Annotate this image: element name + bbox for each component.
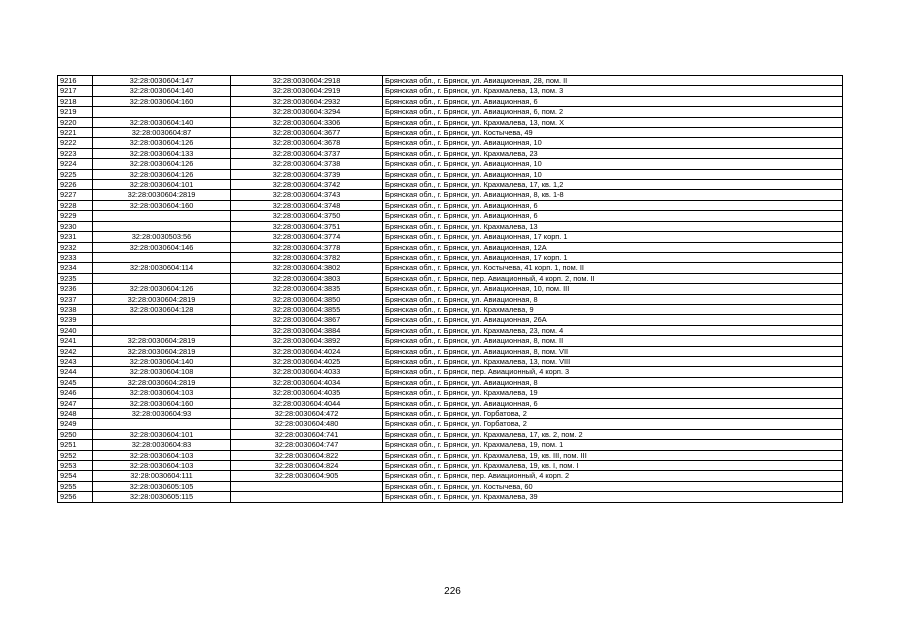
- table-row: [58, 252, 843, 262]
- table-row: [58, 263, 843, 273]
- parcel-cadastral-number-cell: 32:28:0030604:160: [93, 398, 231, 408]
- address-cell: Брянская обл., г. Брянск, ул. Крахмалева, 17, кв. 1,2: [383, 180, 843, 190]
- parcel-cadastral-number-cell: 32:28:0030503:56: [93, 232, 231, 242]
- row-number-cell: 9217: [58, 86, 93, 96]
- object-cadastral-number-cell: 32:28:0030604:4034: [231, 377, 383, 387]
- table-row: [58, 242, 843, 252]
- address-cell: Брянская обл., г. Брянск, ул. Авиационная, 6: [383, 398, 843, 408]
- parcel-cadastral-number-cell: [93, 315, 231, 325]
- parcel-cadastral-number-cell: 32:28:0030604:140: [93, 117, 231, 127]
- table-row: [58, 169, 843, 179]
- table-row: [58, 471, 843, 481]
- row-number-cell: 9238: [58, 304, 93, 314]
- address-cell: Брянская обл., г. Брянск, пер. Авиационный, 4 корп. 2, пом. II: [383, 273, 843, 283]
- table-row: [58, 107, 843, 117]
- parcel-cadastral-number-cell: 32:28:0030604:114: [93, 263, 231, 273]
- row-number-cell: 9251: [58, 440, 93, 450]
- parcel-cadastral-number-cell: 32:28:0030604:2819: [93, 294, 231, 304]
- parcel-cadastral-number-cell: 32:28:0030604:111: [93, 471, 231, 481]
- table-row: [58, 440, 843, 450]
- object-cadastral-number-cell: [231, 481, 383, 491]
- object-cadastral-number-cell: 32:28:0030604:4033: [231, 367, 383, 377]
- object-cadastral-number-cell: 32:28:0030604:480: [231, 419, 383, 429]
- parcel-cadastral-number-cell: [93, 107, 231, 117]
- object-cadastral-number-cell: 32:28:0030604:2918: [231, 76, 383, 86]
- row-number-cell: 9228: [58, 200, 93, 210]
- object-cadastral-number-cell: 32:28:0030604:4035: [231, 388, 383, 398]
- table-row: [58, 336, 843, 346]
- table-row: [58, 325, 843, 335]
- object-cadastral-number-cell: 32:28:0030604:3850: [231, 294, 383, 304]
- parcel-cadastral-number-cell: 32:28:0030604:160: [93, 200, 231, 210]
- parcel-cadastral-number-cell: 32:28:0030605:105: [93, 481, 231, 491]
- object-cadastral-number-cell: 32:28:0030604:822: [231, 450, 383, 460]
- parcel-cadastral-number-cell: 32:28:0030604:126: [93, 138, 231, 148]
- parcel-cadastral-number-cell: 32:28:0030604:128: [93, 304, 231, 314]
- row-number-cell: 9218: [58, 96, 93, 106]
- address-cell: Брянская обл., г. Брянск, ул. Крахмалева, 13, пом. VIII: [383, 356, 843, 366]
- table-row: [58, 148, 843, 158]
- object-cadastral-number-cell: 32:28:0030604:3884: [231, 325, 383, 335]
- table-row: [58, 315, 843, 325]
- object-cadastral-number-cell: 32:28:0030604:3742: [231, 180, 383, 190]
- object-cadastral-number-cell: 32:28:0030604:3677: [231, 128, 383, 138]
- table-row: [58, 419, 843, 429]
- row-number-cell: 9220: [58, 117, 93, 127]
- object-cadastral-number-cell: 32:28:0030604:824: [231, 461, 383, 471]
- parcel-cadastral-number-cell: 32:28:0030604:126: [93, 284, 231, 294]
- table-row: [58, 86, 843, 96]
- address-cell: Брянская обл., г. Брянск, ул. Крахмалева, 17, кв. 2, пом. 2: [383, 429, 843, 439]
- object-cadastral-number-cell: 32:28:0030604:741: [231, 429, 383, 439]
- address-cell: Брянская обл., г. Брянск, ул. Авиационная, 8, пом. II: [383, 336, 843, 346]
- row-number-cell: 9232: [58, 242, 93, 252]
- address-cell: Брянская обл., г. Брянск, ул. Крахмалева, 13: [383, 221, 843, 231]
- table-row: [58, 232, 843, 242]
- address-cell: Брянская обл., г. Брянск, ул. Крахмалева, 9: [383, 304, 843, 314]
- address-cell: Брянская обл., г. Брянск, ул. Крахмалева, 13, пом. X: [383, 117, 843, 127]
- parcel-cadastral-number-cell: 32:28:0030604:126: [93, 159, 231, 169]
- row-number-cell: 9244: [58, 367, 93, 377]
- parcel-cadastral-number-cell: 32:28:0030604:87: [93, 128, 231, 138]
- row-number-cell: 9221: [58, 128, 93, 138]
- object-cadastral-number-cell: 32:28:0030604:3748: [231, 200, 383, 210]
- table-row: [58, 211, 843, 221]
- row-number-cell: 9222: [58, 138, 93, 148]
- row-number-cell: 9236: [58, 284, 93, 294]
- address-cell: Брянская обл., г. Брянск, ул. Костычева, 41 корп. 1, пом. II: [383, 263, 843, 273]
- object-cadastral-number-cell: 32:28:0030604:3737: [231, 148, 383, 158]
- object-cadastral-number-cell: 32:28:0030604:3743: [231, 190, 383, 200]
- row-number-cell: 9245: [58, 377, 93, 387]
- address-cell: Брянская обл., г. Брянск, пер. Авиационный, 4 корп. 2: [383, 471, 843, 481]
- address-cell: Брянская обл., г. Брянск, ул. Авиационная, 8: [383, 377, 843, 387]
- parcel-cadastral-number-cell: [93, 221, 231, 231]
- table-row: [58, 450, 843, 460]
- table-row: [58, 377, 843, 387]
- parcel-cadastral-number-cell: 32:28:0030604:101: [93, 429, 231, 439]
- object-cadastral-number-cell: 32:28:0030604:2932: [231, 96, 383, 106]
- address-cell: Брянская обл., г. Брянск, ул. Авиационная, 28, пом. II: [383, 76, 843, 86]
- table-row: [58, 76, 843, 86]
- row-number-cell: 9226: [58, 180, 93, 190]
- object-cadastral-number-cell: 32:28:0030604:3782: [231, 252, 383, 262]
- table-row: [58, 356, 843, 366]
- address-cell: Брянская обл., г. Брянск, пер. Авиационный, 4 корп. 3: [383, 367, 843, 377]
- row-number-cell: 9231: [58, 232, 93, 242]
- address-cell: Брянская обл., г. Брянск, ул. Крахмалева, 23: [383, 148, 843, 158]
- address-cell: Брянская обл., г. Брянск, ул. Костычева, 60: [383, 481, 843, 491]
- row-number-cell: 9219: [58, 107, 93, 117]
- address-cell: Брянская обл., г. Брянск, ул. Авиационная, 6: [383, 96, 843, 106]
- table-row: [58, 398, 843, 408]
- object-cadastral-number-cell: 32:28:0030604:3306: [231, 117, 383, 127]
- row-number-cell: 9223: [58, 148, 93, 158]
- parcel-cadastral-number-cell: 32:28:0030604:103: [93, 450, 231, 460]
- row-number-cell: 9234: [58, 263, 93, 273]
- table-row: [58, 221, 843, 231]
- parcel-cadastral-number-cell: 32:28:0030604:133: [93, 148, 231, 158]
- row-number-cell: 9230: [58, 221, 93, 231]
- address-cell: Брянская обл., г. Брянск, ул. Крахмалева, 19, кв. I, пом. I: [383, 461, 843, 471]
- row-number-cell: 9235: [58, 273, 93, 283]
- parcel-cadastral-number-cell: 32:28:0030605:115: [93, 492, 231, 502]
- parcel-cadastral-number-cell: 32:28:0030604:140: [93, 356, 231, 366]
- table-row: [58, 159, 843, 169]
- table-row: [58, 294, 843, 304]
- object-cadastral-number-cell: 32:28:0030604:3855: [231, 304, 383, 314]
- parcel-cadastral-number-cell: 32:28:0030604:2819: [93, 336, 231, 346]
- registry-table: [57, 75, 843, 503]
- object-cadastral-number-cell: 32:28:0030604:4024: [231, 346, 383, 356]
- table-row: [58, 180, 843, 190]
- parcel-cadastral-number-cell: 32:28:0030604:83: [93, 440, 231, 450]
- row-number-cell: 9249: [58, 419, 93, 429]
- row-number-cell: 9233: [58, 252, 93, 262]
- address-cell: Брянская обл., г. Брянск, ул. Горбатова, 2: [383, 419, 843, 429]
- table-row: [58, 492, 843, 502]
- address-cell: Брянская обл., г. Брянск, ул. Авиационная, 12А: [383, 242, 843, 252]
- object-cadastral-number-cell: 32:28:0030604:3892: [231, 336, 383, 346]
- address-cell: Брянская обл., г. Брянск, ул. Авиационная, 6: [383, 200, 843, 210]
- parcel-cadastral-number-cell: 32:28:0030604:2819: [93, 377, 231, 387]
- table-row: [58, 346, 843, 356]
- object-cadastral-number-cell: 32:28:0030604:3867: [231, 315, 383, 325]
- parcel-cadastral-number-cell: 32:28:0030604:103: [93, 388, 231, 398]
- row-number-cell: 9216: [58, 76, 93, 86]
- address-cell: Брянская обл., г. Брянск, ул. Авиационная, 10: [383, 138, 843, 148]
- address-cell: Брянская обл., г. Брянск, ул. Авиационная, 6: [383, 211, 843, 221]
- parcel-cadastral-number-cell: [93, 252, 231, 262]
- row-number-cell: 9253: [58, 461, 93, 471]
- address-cell: Брянская обл., г. Брянск, ул. Авиационная, 10: [383, 169, 843, 179]
- object-cadastral-number-cell: 32:28:0030604:3294: [231, 107, 383, 117]
- object-cadastral-number-cell: 32:28:0030604:2919: [231, 86, 383, 96]
- table-row: [58, 367, 843, 377]
- table-row: [58, 388, 843, 398]
- row-number-cell: 9224: [58, 159, 93, 169]
- table-row: [58, 200, 843, 210]
- row-number-cell: 9247: [58, 398, 93, 408]
- parcel-cadastral-number-cell: 32:28:0030604:93: [93, 409, 231, 419]
- row-number-cell: 9256: [58, 492, 93, 502]
- address-cell: Брянская обл., г. Брянск, ул. Крахмалева, 19, кв. III, пом. III: [383, 450, 843, 460]
- object-cadastral-number-cell: 32:28:0030604:3678: [231, 138, 383, 148]
- row-number-cell: 9225: [58, 169, 93, 179]
- table-row: [58, 96, 843, 106]
- address-cell: Брянская обл., г. Брянск, ул. Крахмалева, 13, пом. 3: [383, 86, 843, 96]
- row-number-cell: 9254: [58, 471, 93, 481]
- object-cadastral-number-cell: 32:28:0030604:472: [231, 409, 383, 419]
- table-row: [58, 128, 843, 138]
- row-number-cell: 9241: [58, 336, 93, 346]
- parcel-cadastral-number-cell: 32:28:0030604:146: [93, 242, 231, 252]
- table-row: [58, 273, 843, 283]
- row-number-cell: 9227: [58, 190, 93, 200]
- table-row: [58, 117, 843, 127]
- parcel-cadastral-number-cell: 32:28:0030604:140: [93, 86, 231, 96]
- address-cell: Брянская обл., г. Брянск, ул. Авиационная, 17 корп. 1: [383, 252, 843, 262]
- object-cadastral-number-cell: 32:28:0030604:3835: [231, 284, 383, 294]
- row-number-cell: 9237: [58, 294, 93, 304]
- row-number-cell: 9239: [58, 315, 93, 325]
- table-row: [58, 190, 843, 200]
- object-cadastral-number-cell: 32:28:0030604:4044: [231, 398, 383, 408]
- address-cell: Брянская обл., г. Брянск, ул. Авиационная, 8, кв. 1-8: [383, 190, 843, 200]
- row-number-cell: 9255: [58, 481, 93, 491]
- parcel-cadastral-number-cell: 32:28:0030604:103: [93, 461, 231, 471]
- parcel-cadastral-number-cell: [93, 419, 231, 429]
- table-row: [58, 304, 843, 314]
- address-cell: Брянская обл., г. Брянск, ул. Авиационная, 6, пом. 2: [383, 107, 843, 117]
- address-cell: Брянская обл., г. Брянск, ул. Горбатова, 2: [383, 409, 843, 419]
- table-row: [58, 481, 843, 491]
- row-number-cell: 9240: [58, 325, 93, 335]
- row-number-cell: 9242: [58, 346, 93, 356]
- parcel-cadastral-number-cell: [93, 211, 231, 221]
- table-row: [58, 284, 843, 294]
- object-cadastral-number-cell: 32:28:0030604:3750: [231, 211, 383, 221]
- address-cell: Брянская обл., г. Брянск, ул. Крахмалева, 23, пом. 4: [383, 325, 843, 335]
- row-number-cell: 9246: [58, 388, 93, 398]
- object-cadastral-number-cell: 32:28:0030604:4025: [231, 356, 383, 366]
- address-cell: Брянская обл., г. Брянск, ул. Крахмалева, 19, пом. 1: [383, 440, 843, 450]
- row-number-cell: 9229: [58, 211, 93, 221]
- address-cell: Брянская обл., г. Брянск, ул. Костычева, 49: [383, 128, 843, 138]
- row-number-cell: 9243: [58, 356, 93, 366]
- address-cell: Брянская обл., г. Брянск, ул. Авиационная, 10: [383, 159, 843, 169]
- parcel-cadastral-number-cell: 32:28:0030604:101: [93, 180, 231, 190]
- object-cadastral-number-cell: 32:28:0030604:3803: [231, 273, 383, 283]
- object-cadastral-number-cell: 32:28:0030604:747: [231, 440, 383, 450]
- table-row: [58, 138, 843, 148]
- row-number-cell: 9252: [58, 450, 93, 460]
- parcel-cadastral-number-cell: 32:28:0030604:2819: [93, 346, 231, 356]
- address-cell: Брянская обл., г. Брянск, ул. Авиационная, 8, пом. VII: [383, 346, 843, 356]
- parcel-cadastral-number-cell: [93, 325, 231, 335]
- address-cell: Брянская обл., г. Брянск, ул. Крахмалева, 39: [383, 492, 843, 502]
- parcel-cadastral-number-cell: [93, 273, 231, 283]
- table-row: [58, 461, 843, 471]
- table-row: [58, 409, 843, 419]
- row-number-cell: 9248: [58, 409, 93, 419]
- object-cadastral-number-cell: 32:28:0030604:3778: [231, 242, 383, 252]
- parcel-cadastral-number-cell: 32:28:0030604:160: [93, 96, 231, 106]
- address-cell: Брянская обл., г. Брянск, ул. Авиационная, 26А: [383, 315, 843, 325]
- address-cell: Брянская обл., г. Брянск, ул. Авиационная, 8: [383, 294, 843, 304]
- object-cadastral-number-cell: 32:28:0030604:3739: [231, 169, 383, 179]
- object-cadastral-number-cell: 32:28:0030604:3738: [231, 159, 383, 169]
- parcel-cadastral-number-cell: 32:28:0030604:2819: [93, 190, 231, 200]
- object-cadastral-number-cell: [231, 492, 383, 502]
- parcel-cadastral-number-cell: 32:28:0030604:126: [93, 169, 231, 179]
- parcel-cadastral-number-cell: 32:28:0030604:147: [93, 76, 231, 86]
- parcel-cadastral-number-cell: 32:28:0030604:108: [93, 367, 231, 377]
- address-cell: Брянская обл., г. Брянск, ул. Авиационная, 10, пом. III: [383, 284, 843, 294]
- page-number: 226: [444, 586, 461, 597]
- table-row: [58, 429, 843, 439]
- object-cadastral-number-cell: 32:28:0030604:3751: [231, 221, 383, 231]
- address-cell: Брянская обл., г. Брянск, ул. Крахмалева, 19: [383, 388, 843, 398]
- row-number-cell: 9250: [58, 429, 93, 439]
- registry-table-body: [58, 76, 843, 503]
- object-cadastral-number-cell: 32:28:0030604:3774: [231, 232, 383, 242]
- object-cadastral-number-cell: 32:28:0030604:3802: [231, 263, 383, 273]
- address-cell: Брянская обл., г. Брянск, ул. Авиационная, 17 корп. 1: [383, 232, 843, 242]
- object-cadastral-number-cell: 32:28:0030604:905: [231, 471, 383, 481]
